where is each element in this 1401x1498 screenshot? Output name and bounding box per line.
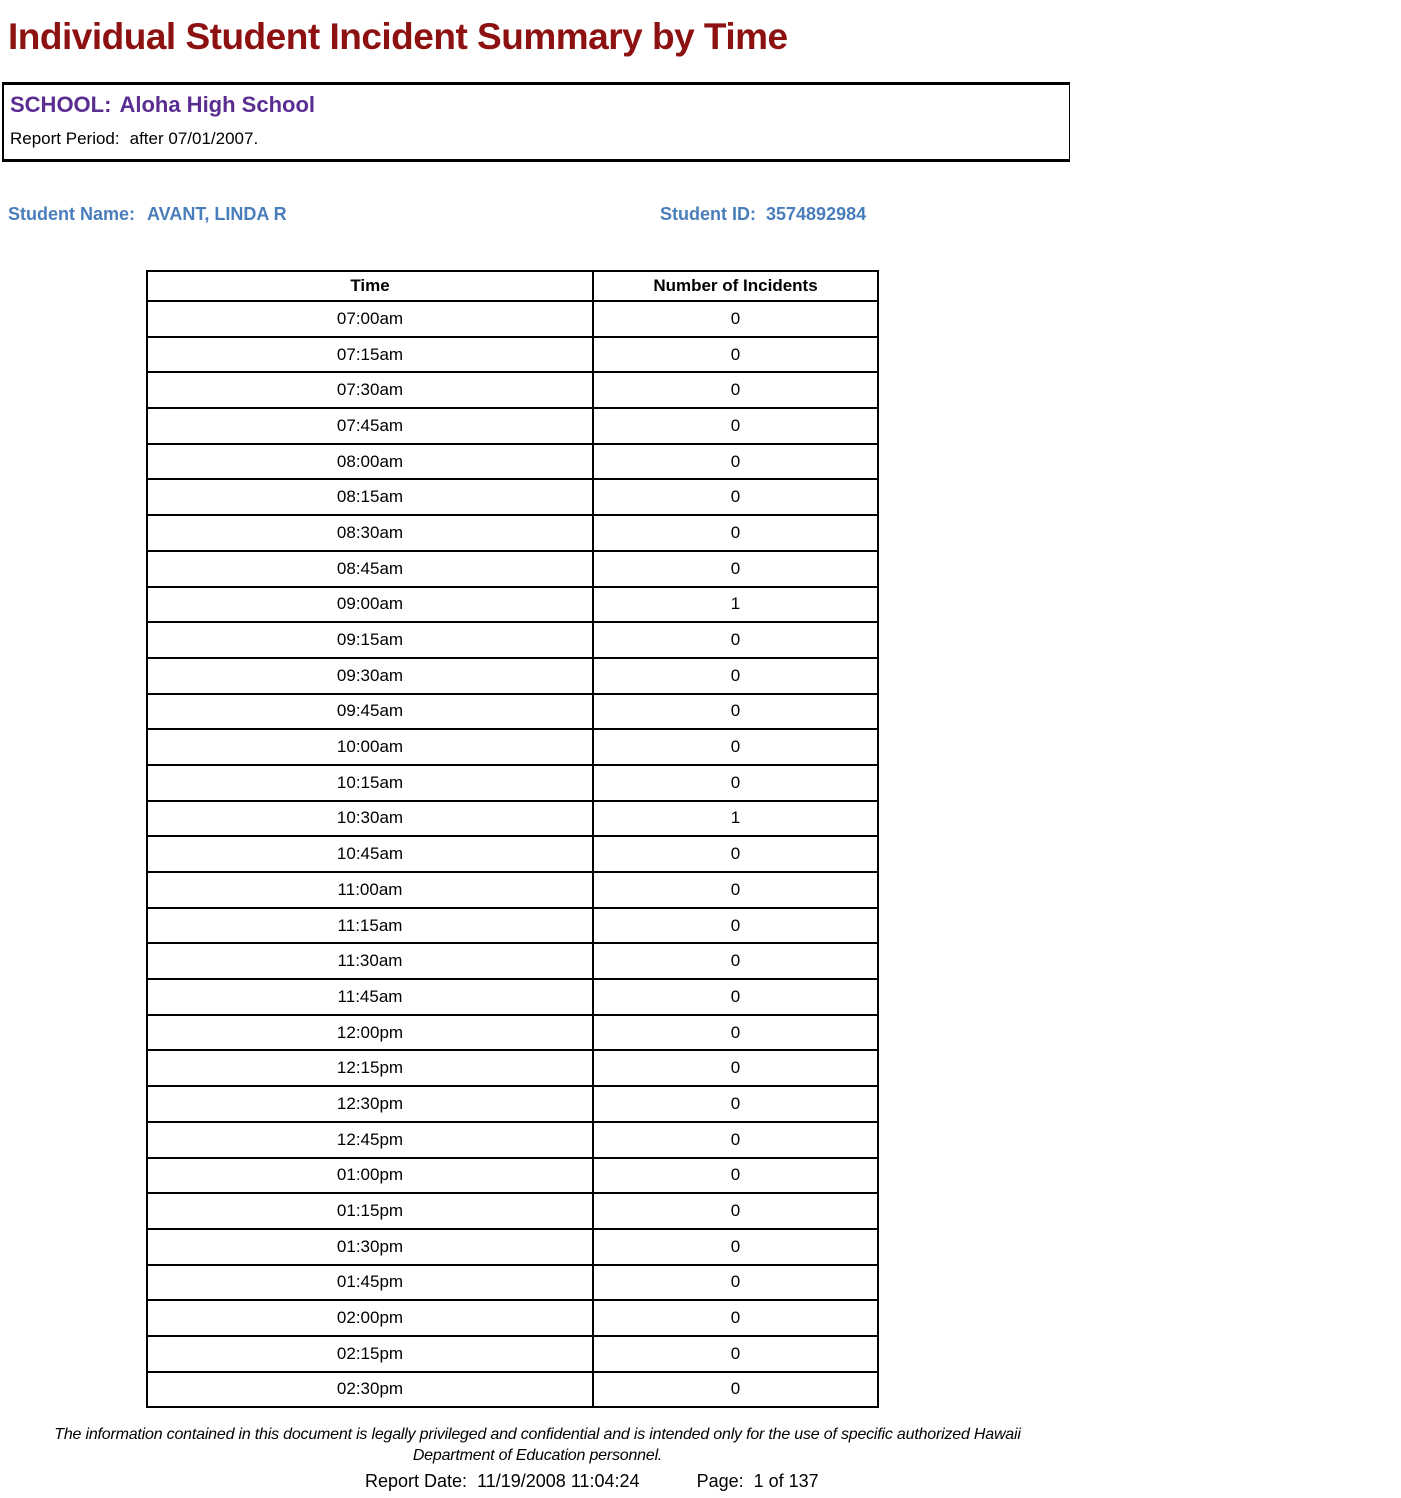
report-date-label: Report Date: bbox=[365, 1471, 468, 1491]
table-row bbox=[147, 1015, 878, 1051]
report-period-value: after 07/01/2007. bbox=[129, 129, 259, 148]
time-column-header: Time bbox=[147, 271, 593, 301]
time-cell: 08:45am bbox=[147, 551, 593, 587]
time-cell: 12:45pm bbox=[147, 1122, 593, 1158]
incidents-cell: 0 bbox=[593, 1158, 878, 1194]
school-label: SCHOOL: bbox=[10, 92, 112, 117]
incidents-cell: 0 bbox=[593, 408, 878, 444]
report-period-label: Report Period: bbox=[10, 129, 120, 148]
table-header-row bbox=[147, 271, 878, 301]
table-row bbox=[147, 444, 878, 480]
table-row bbox=[147, 943, 878, 979]
incident-table-body bbox=[147, 301, 878, 1407]
table-row bbox=[147, 1050, 878, 1086]
incidents-cell: 0 bbox=[593, 908, 878, 944]
table-row bbox=[147, 658, 878, 694]
time-cell: 02:15pm bbox=[147, 1336, 593, 1372]
incidents-cell: 0 bbox=[593, 1086, 878, 1122]
time-cell: 10:15am bbox=[147, 765, 593, 801]
school-name: Aloha High School bbox=[119, 92, 316, 117]
student-id-value: 3574892984 bbox=[766, 204, 867, 224]
school-info-box bbox=[2, 82, 1070, 162]
table-row bbox=[147, 1372, 878, 1408]
incidents-column-header: Number of Incidents bbox=[593, 271, 878, 301]
time-cell: 09:15am bbox=[147, 622, 593, 658]
table-row bbox=[147, 872, 878, 908]
table-row bbox=[147, 836, 878, 872]
time-cell: 07:30am bbox=[147, 372, 593, 408]
time-cell: 11:15am bbox=[147, 908, 593, 944]
student-line bbox=[8, 204, 1068, 228]
time-cell: 08:15am bbox=[147, 479, 593, 515]
time-cell: 07:45am bbox=[147, 408, 593, 444]
incidents-cell: 0 bbox=[593, 943, 878, 979]
report-period-line bbox=[10, 129, 1063, 149]
student-id-group bbox=[660, 204, 866, 225]
incidents-cell: 0 bbox=[593, 372, 878, 408]
school-line bbox=[10, 92, 1063, 118]
incidents-cell: 0 bbox=[593, 765, 878, 801]
incident-summary-table bbox=[146, 270, 879, 1408]
incidents-cell: 1 bbox=[593, 801, 878, 837]
time-cell: 10:45am bbox=[147, 836, 593, 872]
page-label: Page: bbox=[696, 1471, 744, 1491]
incidents-cell: 0 bbox=[593, 1265, 878, 1301]
incidents-cell: 0 bbox=[593, 1122, 878, 1158]
incidents-cell: 0 bbox=[593, 622, 878, 658]
table-row bbox=[147, 1265, 878, 1301]
time-cell: 01:15pm bbox=[147, 1193, 593, 1229]
incidents-cell: 0 bbox=[593, 729, 878, 765]
time-cell: 11:45am bbox=[147, 979, 593, 1015]
incidents-cell: 0 bbox=[593, 872, 878, 908]
report-date-value: 11/19/2008 11:04:24 bbox=[477, 1471, 640, 1491]
incidents-cell: 0 bbox=[593, 1015, 878, 1051]
table-row bbox=[147, 372, 878, 408]
time-cell: 11:00am bbox=[147, 872, 593, 908]
student-id-label: Student ID: bbox=[660, 204, 756, 224]
incidents-cell: 1 bbox=[593, 587, 878, 623]
report-date-line bbox=[365, 1471, 819, 1492]
incidents-cell: 0 bbox=[593, 694, 878, 730]
incidents-cell: 0 bbox=[593, 658, 878, 694]
table-row bbox=[147, 1336, 878, 1372]
incidents-cell: 0 bbox=[593, 444, 878, 480]
incidents-cell: 0 bbox=[593, 479, 878, 515]
incidents-cell: 0 bbox=[593, 1300, 878, 1336]
time-cell: 08:30am bbox=[147, 515, 593, 551]
table-row bbox=[147, 408, 878, 444]
page-title: Individual Student Incident Summary by Time bbox=[8, 16, 788, 57]
table-row bbox=[147, 515, 878, 551]
incidents-cell: 0 bbox=[593, 979, 878, 1015]
student-name-label: Student Name: bbox=[8, 204, 136, 224]
incidents-cell: 0 bbox=[593, 301, 878, 337]
incidents-cell: 0 bbox=[593, 1229, 878, 1265]
table-row bbox=[147, 979, 878, 1015]
table-row bbox=[147, 337, 878, 373]
time-cell: 07:00am bbox=[147, 301, 593, 337]
time-cell: 02:00pm bbox=[147, 1300, 593, 1336]
table-row bbox=[147, 301, 878, 337]
time-cell: 01:45pm bbox=[147, 1265, 593, 1301]
incidents-cell: 0 bbox=[593, 1193, 878, 1229]
table-row bbox=[147, 729, 878, 765]
table-row bbox=[147, 694, 878, 730]
page-number-value: 1 of 137 bbox=[753, 1471, 819, 1491]
time-cell: 01:30pm bbox=[147, 1229, 593, 1265]
incidents-cell: 0 bbox=[593, 515, 878, 551]
table-row bbox=[147, 551, 878, 587]
table-row bbox=[147, 622, 878, 658]
table-row bbox=[147, 1300, 878, 1336]
incidents-cell: 0 bbox=[593, 551, 878, 587]
incidents-cell: 0 bbox=[593, 1050, 878, 1086]
table-row bbox=[147, 1122, 878, 1158]
incidents-cell: 0 bbox=[593, 1336, 878, 1372]
confidentiality-disclaimer bbox=[0, 1424, 1075, 1466]
time-cell: 10:00am bbox=[147, 729, 593, 765]
table-row bbox=[147, 1158, 878, 1194]
disclaimer-text: The information contained in this document is legally privileged and confidential and is intended only for the use of specific authorized Hawaii Department of Education personnel. bbox=[54, 1426, 1021, 1464]
time-cell: 09:45am bbox=[147, 694, 593, 730]
table-row bbox=[147, 1086, 878, 1122]
table-row bbox=[147, 479, 878, 515]
time-cell: 01:00pm bbox=[147, 1158, 593, 1194]
table-row bbox=[147, 801, 878, 837]
time-cell: 12:00pm bbox=[147, 1015, 593, 1051]
table-row bbox=[147, 765, 878, 801]
time-cell: 09:30am bbox=[147, 658, 593, 694]
report-date-group bbox=[365, 1471, 645, 1491]
table-row bbox=[147, 1229, 878, 1265]
incidents-cell: 0 bbox=[593, 337, 878, 373]
time-cell: 09:00am bbox=[147, 587, 593, 623]
time-cell: 10:30am bbox=[147, 801, 593, 837]
table-row bbox=[147, 908, 878, 944]
time-cell: 08:00am bbox=[147, 444, 593, 480]
table-row bbox=[147, 587, 878, 623]
time-cell: 11:30am bbox=[147, 943, 593, 979]
page-number-group bbox=[697, 1471, 819, 1491]
table-row bbox=[147, 1193, 878, 1229]
time-cell: 12:15pm bbox=[147, 1050, 593, 1086]
incidents-cell: 0 bbox=[593, 1372, 878, 1408]
time-cell: 12:30pm bbox=[147, 1086, 593, 1122]
incidents-cell: 0 bbox=[593, 836, 878, 872]
student-name-value: AVANT, LINDA R bbox=[147, 204, 287, 224]
time-cell: 02:30pm bbox=[147, 1372, 593, 1408]
time-cell: 07:15am bbox=[147, 337, 593, 373]
student-name-group bbox=[8, 204, 287, 224]
